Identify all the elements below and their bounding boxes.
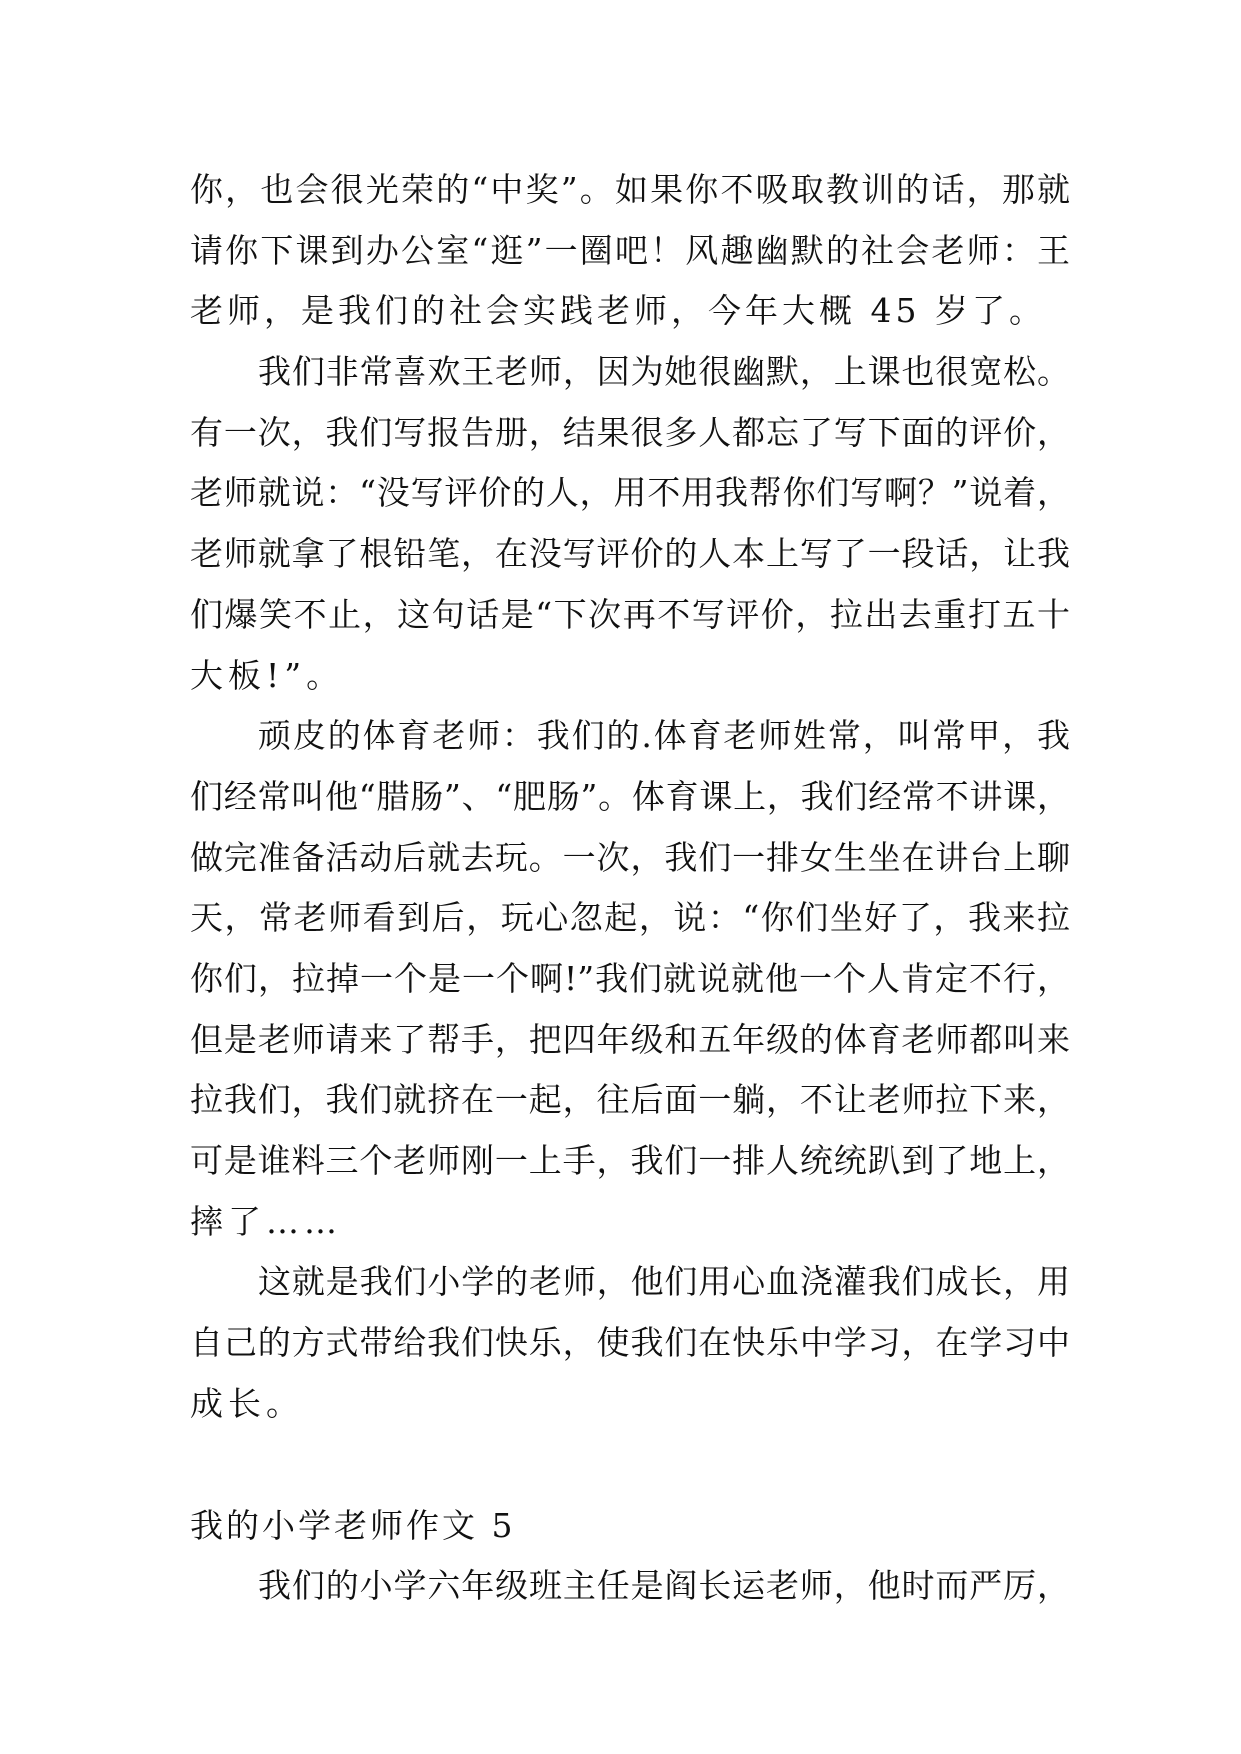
text-line: 这就是我们小学的老师，他们用心血浇灌我们成长，用 bbox=[258, 1262, 1070, 1302]
text-line: 老师，是我们的社会实践老师，今年大概 45 岁了。 bbox=[190, 291, 1046, 331]
paragraph-3 bbox=[190, 706, 1070, 1252]
text-line: 有一次，我们写报告册，结果很多人都忘了写下面的评价， bbox=[190, 412, 1070, 452]
text-line: 可是谁料三个老师刚一上手，我们一排人统统趴到了地上， bbox=[190, 1141, 1070, 1180]
text-line: 们爆笑不止，这句话是“下次再不写评价，拉出去重打五十 bbox=[190, 594, 1070, 634]
text-line: 们经常叫他“腊肠”、“肥肠”。体育课上，我们经常不讲课， bbox=[190, 776, 1070, 816]
text-line: 但是老师请来了帮手，把四年级和五年级的体育老师都叫来 bbox=[190, 1019, 1070, 1059]
text-line: 摔了…… bbox=[190, 1201, 342, 1241]
text-line: 老师就拿了根铅笔，在没写评价的人本上写了一段话，让我 bbox=[190, 534, 1070, 574]
section-spacer bbox=[190, 1434, 1070, 1496]
text-line: 老师就说：“没写评价的人，用不用我帮你们写啊？”说着， bbox=[190, 473, 1070, 513]
text-line: 请你下课到办公室“逛”一圈吧！风趣幽默的社会老师：王 bbox=[190, 230, 1070, 270]
section-heading: 我的小学老师作文 5 bbox=[190, 1506, 516, 1546]
text-line: 你们，拉掉一个是一个啊!”我们就说就他一个人肯定不行， bbox=[190, 958, 1070, 998]
text-line: 你，也会很光荣的“中奖”。如果你不吸取教训的话，那就 bbox=[190, 170, 1070, 209]
text-line: 顽皮的体育老师：我们的.体育老师姓常，叫常甲，我 bbox=[258, 716, 1070, 756]
text-line: 拉我们，我们就挤在一起，往后面一躺，不让老师拉下来， bbox=[190, 1080, 1070, 1120]
document-page bbox=[190, 160, 1070, 1617]
paragraph-1 bbox=[190, 160, 1070, 342]
text-line: 成长。 bbox=[190, 1383, 304, 1423]
text-line: 做完准备活动后就去玩。一次，我们一排女生坐在讲台上聊 bbox=[190, 837, 1070, 877]
text-line: 我们的小学六年级班主任是阎长运老师，他时而严厉， bbox=[258, 1566, 1070, 1606]
paragraph-2 bbox=[190, 342, 1070, 706]
text-line: 我们非常喜欢王老师，因为她很幽默，上课也很宽松。 bbox=[258, 352, 1070, 392]
text-line: 大板!”。 bbox=[190, 655, 345, 695]
text-line: 自己的方式带给我们快乐，使我们在快乐中学习，在学习中 bbox=[190, 1323, 1070, 1363]
paragraph-4 bbox=[190, 1252, 1070, 1434]
paragraph-5 bbox=[190, 1556, 1070, 1617]
text-line: 天，常老师看到后，玩心忽起，说：“你们坐好了，我来拉 bbox=[190, 898, 1070, 938]
